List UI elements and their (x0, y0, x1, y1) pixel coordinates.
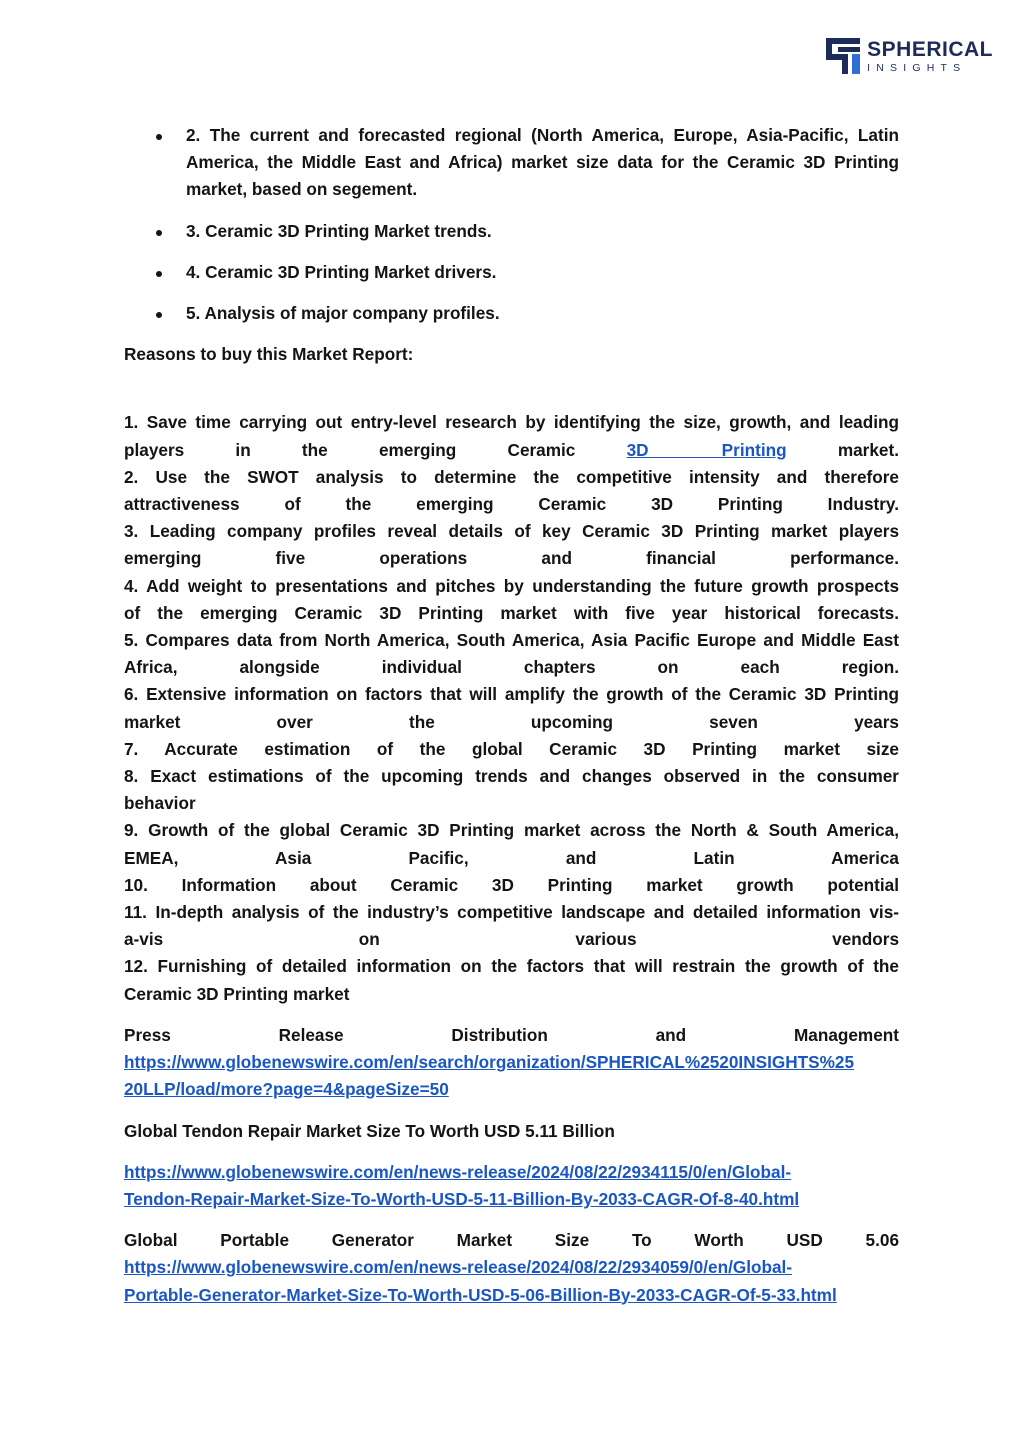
document-body (124, 122, 899, 1309)
tendon-heading: Global Tendon Repair Market Size To Worth USD 5.11 Billion (124, 1120, 615, 1141)
spherical-insights-logo-icon (826, 38, 860, 74)
reason-line: EMEA, Asia Pacific, and Latin America (124, 847, 899, 868)
list-item: 4. Ceramic 3D Printing Market drivers. (124, 259, 899, 286)
press-link-line: 20LLP/load/more?page=4&pageSize=50 (124, 1079, 449, 1100)
tendon-link-line: https://www.globenewswire.com/en/news-release/2024/08/22/2934115/0/en/Global- (124, 1161, 792, 1182)
reason-line: 7. Accurate estimation of the global Ceramic 3D Printing market size (124, 738, 899, 759)
reason-line: 5. Compares data from North America, South America, Asia Pacific Europe and Middle East (124, 630, 899, 651)
reason-text: players in the emerging Ceramic (124, 439, 576, 460)
generator-heading: Global Portable Generator Market Size To Worth USD 5.06 (124, 1230, 899, 1251)
reasons-heading: Reasons to buy this Market Report: (124, 344, 414, 365)
reason-line: market over the upcoming seven years (124, 711, 899, 732)
reason-line: attractiveness of the emerging Ceramic 3D Printing Industry. (124, 494, 899, 515)
list-item: 3. Ceramic 3D Printing Market trends. (124, 218, 899, 245)
spacer (124, 382, 899, 409)
press-link[interactable] (124, 1049, 899, 1103)
reason-line: of the emerging Ceramic 3D Printing market with five year historical forecasts. (124, 602, 899, 623)
reason-line: 1. Save time carrying out entry-level research by identifying the size, growth, and leading (124, 412, 899, 433)
reason-line: 2. Use the SWOT analysis to determine the competitive intensity and therefore (124, 466, 899, 487)
reason-line: 9. Growth of the global Ceramic 3D Printing market across the North & South America, (124, 820, 899, 841)
reason-line: emerging five operations and financial performance. (124, 548, 899, 569)
generator-link[interactable] (124, 1254, 899, 1308)
list-item: 5. Analysis of major company profiles. (124, 300, 899, 327)
reason-line: 4. Add weight to presentations and pitches by understanding the future growth prospects (124, 575, 899, 596)
reason-line: 3. Leading company profiles reveal details of key Ceramic 3D Printing market players (124, 521, 899, 542)
press-link-line: https://www.globenewswire.com/en/search/organization/SPHERICAL%2520INSIGHTS%25 (124, 1052, 854, 1073)
3d-printing-link[interactable]: 3D Printing (626, 439, 787, 460)
brand-text (867, 39, 993, 74)
reason-line: 12. Furnishing of detailed information on the factors that will restrain the growth of the (124, 956, 899, 977)
reason-line: behavior (124, 793, 196, 814)
reason-line: a-vis on various vendors (124, 929, 899, 950)
reason-line: 6. Extensive information on factors that will amplify the growth of the Ceramic 3D Printing (124, 684, 899, 705)
reason-line: 8. Exact estimations of the upcoming trends and changes observed in the consumer (124, 766, 899, 787)
press-heading: Press Release Distribution and Management (124, 1024, 899, 1045)
tendon-link-line: Tendon-Repair-Market-Size-To-Worth-USD-5-11-Billion-By-2033-CAGR-Of-8-40.html (124, 1188, 800, 1209)
press-release-section (124, 1022, 899, 1104)
tendon-link[interactable] (124, 1159, 899, 1213)
reasons-list (124, 409, 899, 1007)
reason-line (124, 437, 899, 464)
reason-text: market. (837, 439, 899, 460)
list-item: 2. The current and forecasted regional (North America, Europe, Asia-Pacific, Latin America, the Middle East and Africa) market size data for the Ceramic 3D Printing market, based on segement. (124, 122, 899, 204)
reason-line: Africa, alongside individual chapters on each region. (124, 657, 899, 678)
deliverables-list (124, 122, 899, 327)
generator-link-line: https://www.globenewswire.com/en/news-release/2024/08/22/2934059/0/en/Global- (124, 1257, 793, 1278)
brand-logo (826, 38, 993, 74)
brand-name-top: SPHERICAL (867, 37, 993, 61)
reason-line: 11. In-depth analysis of the industry’s competitive landscape and detailed information vis- (124, 902, 899, 923)
reason-line: 10. Information about Ceramic 3D Printing market growth potential (124, 874, 899, 895)
generator-link-line: Portable-Generator-Market-Size-To-Worth-USD-5-06-Billion-By-2033-CAGR-Of-5-33.html (124, 1284, 837, 1305)
reason-line: Ceramic 3D Printing market (124, 983, 350, 1004)
brand-name-bottom: INSIGHTS (867, 61, 967, 74)
